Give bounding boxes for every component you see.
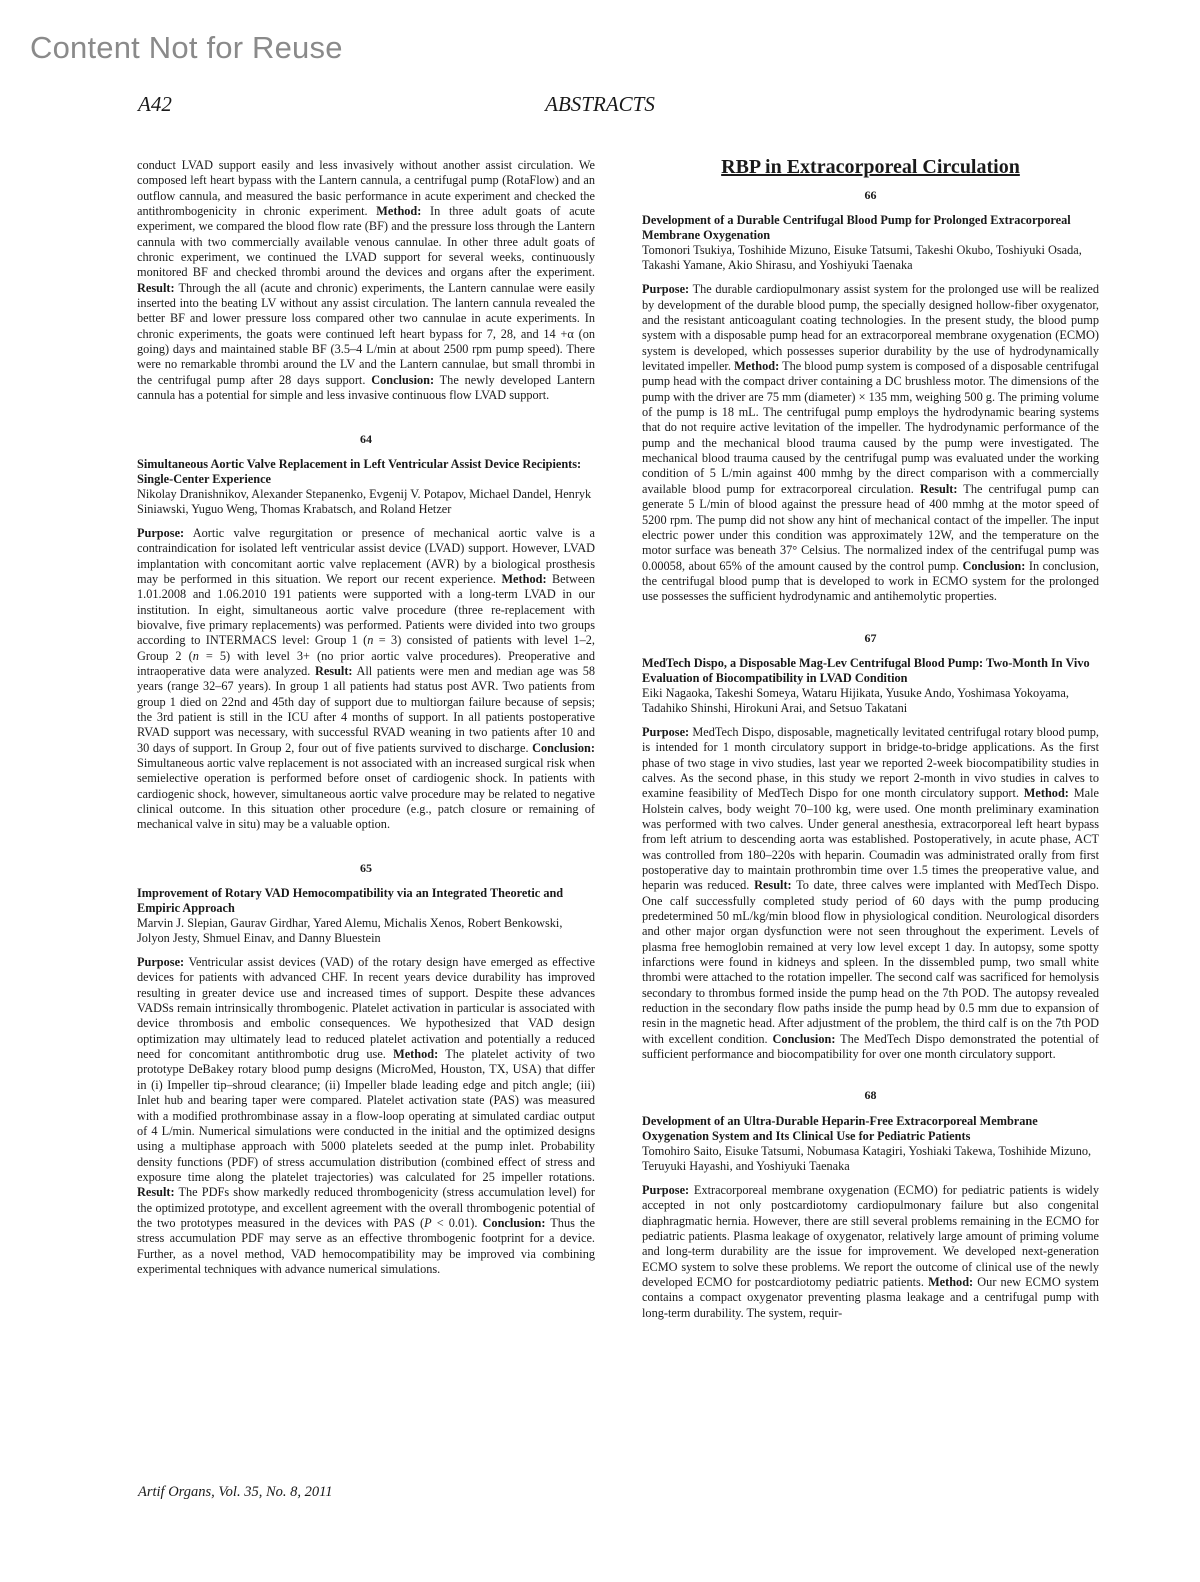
- abstract-authors: Nikolay Dranishnikov, Alexander Stepanenko, Evgenij V. Potapov, Michael Dandel, Henryk Siniawski, Yuguo Weng, Thomas Krabatsch, and Roland Hetzer: [137, 486, 592, 516]
- run-label: Conclusion:: [371, 372, 435, 387]
- run-label: Purpose:: [642, 282, 690, 297]
- run-label: Result:: [137, 1185, 175, 1200]
- abstract-body: Purpose: MedTech Dispo, disposable, magnetically levitated centrifugal rotary blood pump, is intended for 1 month circulatory support in bridge-to-bridge applications. As the first phase of two stage in vivo studies, last year we reported 2-week biocompatibility studies in calves. As the second phase, in this study we report 2-month in vivo studies in calves to examine feasibility of MedTech Dispo for one month circulatory support. Method: Male Holstein calves, body weight 70–100 kg, were used. One month preliminary examination was performed with two calves. Under general anesthesia, extracorporeal left heart bypass from left atrium to descending aorta was established. Postoperatively, in acute phase, ACT was controlled from 180–220s with heparin. Coumadin was administrated orally from first postoperative day to maintain prothrombin time over 1.5 times the preoperative value, and heparin was reduced. Result: To date, three calves were implanted with MedTech Dispo. One calf successfully completed study period of 60 days with the pump producing predetermined 50 mL/kg/min blood flow in physiological condition. Neurological disorders and other major organ dysfunction were not seen throughout the experiment. Levels of plasma free hemoglobin remained at very low level except 1 day. In autopsy, some spotty infarctions were found in kidneys and spleen. In the dissembled pump, two small white thrombi were attached to the rotation impeller. The second calf was sacrificed for hemolysis secondary to thrombus formed inside the pump head on the 7th POD. The autopsy revealed reduction in the secondary flow paths inside the pump head by 0.5 mm due to expansion of resin in the magnetic head. After adjustment of the problem, the third calf is on the 7th POD with excellent condition. Conclusion: The MedTech Dispo demonstrated the potential of sufficient performance and biocompatibility for over one month circulatory support.: [642, 724, 1099, 1062]
- run-label: Conclusion:: [772, 1031, 836, 1046]
- abstract-body: Purpose: The durable cardiopulmonary assist system for the prolonged use will be realized by development of the durable blood pump, the specially designed hollow-fiber oxygenator, and the resistant anticoagulant coating technologies. In the present study, the blood pump system with a disposable pump head for an extracorporeal membrane oxygenation (ECMO) system is developed, which possesses superior durability by the use of hydrodynamically levitated impeller. Method: The blood pump system is composed of a disposable centrifugal pump head with the compact driver containing a DC brushless motor. The dimensions of the pump with the driver are 75 mm (diameter) × 135 mm, weighing 500 g. The priming volume of the pump is 18 mL. The centrifugal pump employs the hydrodynamic bearing systems that do not require active levitation of the impeller. The hydrodynamic performance of the pump and the mechanical blood trauma caused by the pump were investigated. The mechanical blood trauma caused by the centrifugal pump was evaluated under the working condition of 5 L/min against 400 mmhg by the direct comparison with a commercially available blood pump for extracorporeal circulation. Result: The centrifugal pump can generate 5 L/min of blood against the pressure head of 400 mmhg at the motor speed of 5200 rpm. The pump did not show any hint of mechanical contact of the impeller. The input electric power under this condition was approximately 12W, and the temperature on the motor surface was beneath 37° Celsius. The normalized index of the centrifugal pump was 0.00058, about 65% of the amount caused by the control pump. Conclusion: In conclusion, the centrifugal blood pump that is developed to work in ECMO system for the prolonged use possesses the sufficient hydrodynamic and antihemolytic properties.: [642, 282, 1099, 604]
- run-label: Method:: [1023, 786, 1069, 801]
- run-label: Result:: [314, 663, 353, 678]
- abstract-number: 66: [864, 188, 877, 202]
- italic-symbol: n: [367, 633, 374, 648]
- continued-abstract-body: conduct LVAD support easily and less invasively without another assist circulation. We composed left heart bypass with the Lantern cannula, a centrifugal pump (RotaFlow) and an outflow cannula, and measured the basic performance in acute experiment and checked the antithrombogenicity in chronic experiment. Method: In three adult goats of acute experiment, we compared the blood flow rate (BF) and the pressure loss through the Lantern cannula with two commercially available venous cannulae. In other three adult goats of chronic experiment, we continued the LVAD support for several weeks, continuously monitored BF and checked thrombi around the devices and organs after the experiment. Result: Through the all (acute and chronic) experiments, the Lantern cannulae were easily inserted into the beating LV without any assist circulation. The lantern cannula revealed the better BF and lower pressure loss compared other two cannulae in acute experiments. In chronic experiments, the goats were continued left heart bypass for 7, 28, and 14 +α (on going) days and maintained stable BF (3.5–4 L/min at about 2500 rpm pump speed). There were no remarkable thrombi around the LV and the Lantern cannulae, but small thrombi in the centrifugal pump after 28 days support. Conclusion: The newly developed Lantern cannula has a potential for simple and less invasive continuous flow LVAD support.: [137, 158, 596, 403]
- run-label: Method:: [393, 1047, 439, 1062]
- abstract-title: MedTech Dispo, a Disposable Mag-Lev Centrifugal Blood Pump: Two-Month In Vivo Evaluation of Biocompatibility in LVAD Condition: [642, 655, 1090, 685]
- italic-symbol: n: [192, 648, 199, 663]
- abstract-title: Improvement of Rotary VAD Hemocompatibility via an Integrated Theoretic and Empiric Approach: [137, 886, 564, 916]
- run-label: Conclusion:: [482, 1215, 546, 1230]
- run-label: Method:: [376, 204, 422, 219]
- abstract-number: 65: [360, 860, 372, 875]
- run-label: Purpose:: [137, 955, 185, 970]
- run-label: Method:: [501, 571, 547, 586]
- abstract-number: 67: [864, 630, 877, 645]
- abstract-body: Purpose: Extracorporeal membrane oxygenation (ECMO) for pediatric patients is widely accepted in not only postcardiotomy cardiopulmonary failure but also congenital diaphragmatic hernia. However, there are still several problems remaining in the ECMO for pediatric patients. Plasma leakage of oxygenator, relatively large amount of priming volume and long-term durability are the issue for improvement. We developed next-generation ECMO system to solve these problems. We report the outcome of clinical use of the newly developed ECMO for postcardiotomy pediatric patients. Method: Our new ECMO system contains a compact oxygenator preventing plasma leakage and a centrifugal pump with long-term durability. The system, requir-: [642, 1182, 1099, 1320]
- abstract-title: Simultaneous Aortic Valve Replacement in Left Ventricular Assist Device Recipients: Single-Center Experience: [137, 456, 582, 486]
- running-title: ABSTRACTS: [545, 92, 655, 116]
- run-label: Result:: [919, 481, 958, 496]
- run-label: Method:: [734, 359, 780, 374]
- right-column: [642, 154, 1099, 1321]
- run-label: Method:: [928, 1274, 974, 1289]
- abstract-number: 68: [864, 1088, 877, 1103]
- abstract-authors: Marvin J. Slepian, Gaurav Girdhar, Yared Alemu, Michalis Xenos, Robert Benkowski, Jolyon Jesty, Shmuel Einav, and Danny Bluestein: [137, 916, 563, 946]
- abstract-title: Development of an Ultra-Durable Heparin-Free Extracorporeal Membrane Oxygenation System and Its Clinical Use for Pediatric Patients: [642, 1113, 1038, 1143]
- run-label: Purpose:: [137, 525, 185, 540]
- abstract-authors: Tomonori Tsukiya, Toshihide Mizuno, Eisuke Tatsumi, Takeshi Okubo, Toshiyuki Osada, Takashi Yamane, Akio Shirasu, and Yoshiyuki Taenaka: [642, 243, 1082, 273]
- run-label: Conclusion:: [532, 740, 595, 755]
- abstract-title: Development of a Durable Centrifugal Blood Pump for Prolonged Extracorporeal Membrane Oxygenation: [642, 213, 1071, 243]
- run-label: Result:: [137, 280, 175, 295]
- abstract-number: 64: [360, 431, 372, 446]
- abstract-body: Purpose: Ventricular assist devices (VAD) of the rotary design have emerged as effective devices for patients with advanced CHF. In recent years device durability has improved resulting in greater device use and increased times of support. Despite these advances VADSs remain intrinsically thrombogenic. Platelet activation in particular is associated with device thrombosis and embolic consequences. We hypothesized that VAD design optimization may ultimately lead to reduced platelet activation and potentially a reduced need for concomitant antithrombotic drug use. Method: The platelet activity of two prototype DeBakey rotary blood pump designs (MicroMed, Houston, TX, USA) that differ in (i) Impeller tip–shroud clearance; (ii) Impeller blade leading edge and pitch angle; (iii) Inlet hub and bearing taper were compared. Platelet activation state (PAS) was measured with a modified prothrombinase assay in a flow-loop operating at simulated cardiac output of 4 L/min. Numerical simulations were conducted in the initial and the optimized designs using a multiphase approach with 5000 platelets seeded at the pump inlet. Probability density functions (PDF) of stress accumulation distribution (combined effect of stress and exposure time along the platelet trajectories) was calculated for 25 impeller rotations. Result: The PDFs show markedly reduced thrombogenicity (stress accumulation level) for the optimized prototype, and excellent agreement with the overall thrombogenic potential of the two prototypes measured in the devices with PAS (P < 0.01). Conclusion: Thus the stress accumulation PDF may serve as an effective thrombogenic footprint for a device. Further, as a novel method, VAD hemocompatibility may be improved via combining experimental techniques with advance numerical simulations.: [137, 955, 595, 1276]
- section-heading: RBP in Extracorporeal Circulation: [721, 156, 1020, 178]
- run-label: Conclusion:: [962, 558, 1026, 573]
- journal-citation: Artif Organs, Vol. 35, No. 8, 2011: [138, 1484, 333, 1500]
- abstract-authors: Tomohiro Saito, Eisuke Tatsumi, Nobumasa Katagiri, Yoshiaki Takewa, Toshihide Mizuno, Teruyuki Hayashi, and Yoshiyuki Taenaka: [642, 1143, 1092, 1173]
- page-number: A42: [138, 92, 172, 116]
- left-column: [137, 158, 595, 1277]
- run-label: Purpose:: [642, 724, 690, 739]
- run-label: Purpose:: [642, 1182, 690, 1197]
- watermark: Content Not for Reuse: [30, 30, 343, 65]
- abstract-authors: Eiki Nagaoka, Takeshi Someya, Wataru Hijikata, Yusuke Ando, Yoshimasa Yokoyama, Tadahiko Shinshi, Hirokuni Arai, and Setsuo Takatani: [642, 685, 1069, 715]
- abstract-body: Purpose: Aortic valve regurgitation or presence of mechanical aortic valve is a contraindication for isolated left ventricular assist device (LVAD) support. However, LVAD implantation with concomitant aortic valve replacement (AVR) by a biological prosthesis may be performed in this situation. We report our recent experience. Method: Between 1.01.2008 and 1.06.2010 191 patients were supported with a long-term LVAD in our institution. In eight, simultaneous aortic valve procedure (three re-replacement with biovalve, five primary replacements) was performed. Patients were divided into two groups according to INTERMACS level: Group 1 (n = 3) consisted of patients with level 1–2, Group 2 (n = 5) with level 3+ (no prior aortic valve procedures). Preoperative and intraoperative data were analyzed. Result: All patients were men and median age was 58 years (range 32–67 years). In group 1 all patients had status post AVR. Two patients from group 1 died on 22nd and 45th day of support due to multiorgan failure because of sepsis; the 3rd patient is still in the ICU after 4 months of support. In all patients postoperative RVAD support was necessary, with successful RVAD weaning in two patients after 10 and 30 days of support. In Group 2, four out of five patients survived to discharge. Conclusion: Simultaneous aortic valve replacement is not associated with an increased surgical risk when semielective operation is performed before onset of cardiogenic shock. In patients with cardiogenic shock, however, simultaneous aortic valve procedure may be related to negative clinical outcome. In this situation other procedure (e.g., patch closure or remaining of mechanical valve in situ) may be a valuable option.: [137, 525, 595, 832]
- italic-symbol: P: [424, 1215, 432, 1230]
- run-label: Result:: [754, 878, 792, 893]
